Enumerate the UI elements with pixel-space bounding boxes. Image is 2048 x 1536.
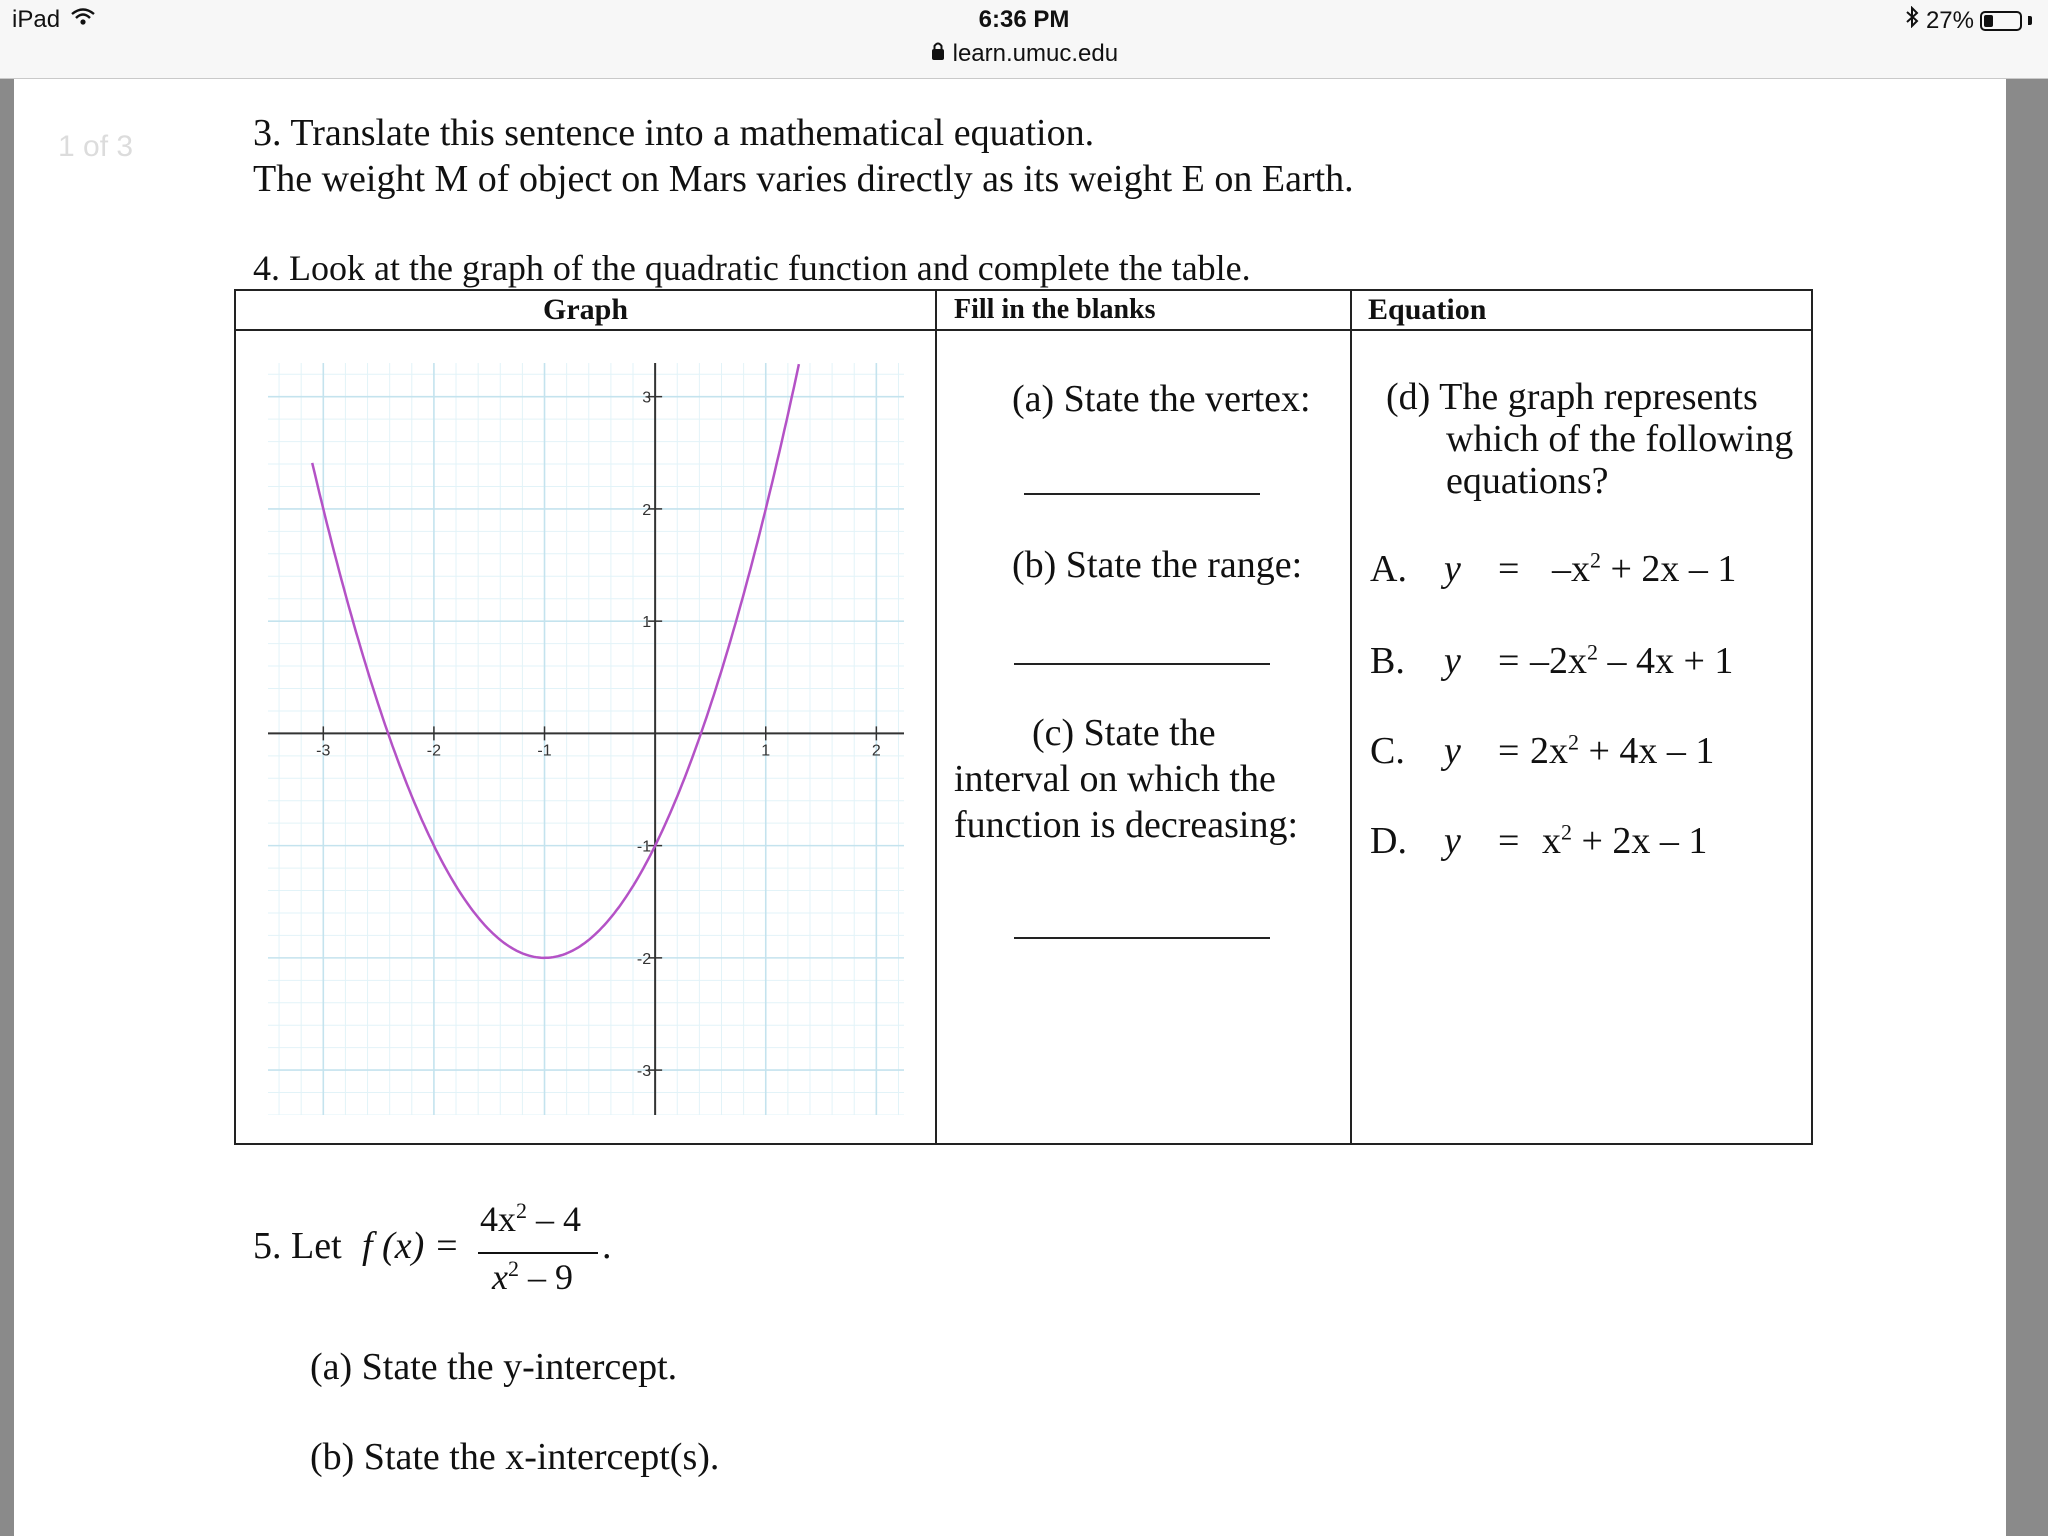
x-tick-label: 2 [871, 742, 881, 760]
page-counter: 1 of 3 [58, 130, 134, 163]
q5-part-b: (b) State the x-intercept(s). [310, 1436, 720, 1478]
q4d-line2: which of the following [1446, 418, 1794, 460]
bluetooth-icon [1904, 6, 1920, 35]
q5-numerator: $4x^2 - 4$ [480, 1198, 581, 1239]
blank-c-line[interactable] [1014, 937, 1270, 939]
blank-a-label: (a) State the vertex: [1012, 378, 1311, 420]
y-tick-label: 2 [642, 501, 652, 519]
y-tick-label: -3 [636, 1063, 652, 1081]
quadratic-graph [268, 363, 904, 1115]
q5-func: f (x) = [362, 1225, 460, 1267]
header-fill-blanks: Fill in the blanks [954, 294, 1156, 325]
header-equation: Equation [1368, 293, 1487, 326]
option-b[interactable]: B. y = $-2x^2 - 4x + 1$ [1370, 639, 1734, 682]
q4-table [234, 289, 1813, 1145]
blank-b-line[interactable] [1014, 663, 1270, 665]
q5-prefix: 5. Let [253, 1225, 342, 1267]
device-name: iPad [12, 6, 61, 33]
blank-c-label-3: function is decreasing: [954, 804, 1299, 846]
blank-c-label-1: (c) State the [1032, 712, 1216, 754]
blank-b-label: (b) State the range: [1012, 544, 1303, 586]
lock-icon [930, 40, 953, 67]
battery-icon [1980, 11, 2022, 31]
q3-line1: 3. Translate this sentence into a mathematical equation. [253, 112, 1095, 154]
x-tick-label: 1 [761, 742, 771, 760]
status-bar [0, 0, 2048, 79]
q5-denominator: $x^2 - 9$ [492, 1256, 573, 1297]
y-tick-label: -1 [636, 838, 652, 856]
blank-c-label-2: interval on which the [954, 758, 1276, 800]
option-c[interactable]: C. y = $2x^2 + 4x - 1$ [1370, 729, 1715, 772]
q3-line2: The weight M of object on Mars varies directly as its weight E on Earth. [253, 158, 1354, 200]
option-a[interactable]: A. y = $-x^2 + 2x - 1$ [1370, 547, 1737, 590]
battery-tip [2028, 16, 2032, 25]
y-tick-label: 1 [642, 614, 652, 632]
option-d[interactable]: D. y = $x^2 + 2x - 1$ [1370, 819, 1708, 862]
clock: 6:36 PM [978, 6, 1070, 33]
q5-period: . [602, 1225, 612, 1267]
q4d-line3: equations? [1446, 460, 1609, 502]
table-divider [1350, 291, 1352, 1143]
table-divider [935, 291, 937, 1143]
q4-heading: 4. Look at the graph of the quadratic function and complete the table. [253, 248, 1251, 288]
viewer-edge-right [2006, 79, 2048, 1536]
y-tick-label: -2 [636, 950, 652, 968]
q5-part-a: (a) State the y-intercept. [310, 1346, 678, 1388]
y-tick-label: 3 [642, 389, 652, 407]
x-tick-label: -1 [537, 742, 552, 760]
table-header-divider [236, 329, 1811, 331]
x-tick-label: -2 [426, 742, 442, 760]
graph-background [268, 363, 904, 1115]
q4d-line1: (d) The graph represents [1386, 376, 1758, 418]
url-text: learn.umuc.edu [952, 40, 1119, 67]
blank-a-line[interactable] [1024, 493, 1260, 495]
viewer-edge-left [0, 79, 14, 1536]
header-graph: Graph [542, 293, 629, 326]
url-bar[interactable] [0, 40, 2048, 68]
x-tick-label: -3 [316, 742, 331, 760]
battery-percent: 27% [1925, 6, 1974, 34]
q5-fraction-bar [478, 1252, 598, 1254]
status-right [1904, 6, 2032, 35]
